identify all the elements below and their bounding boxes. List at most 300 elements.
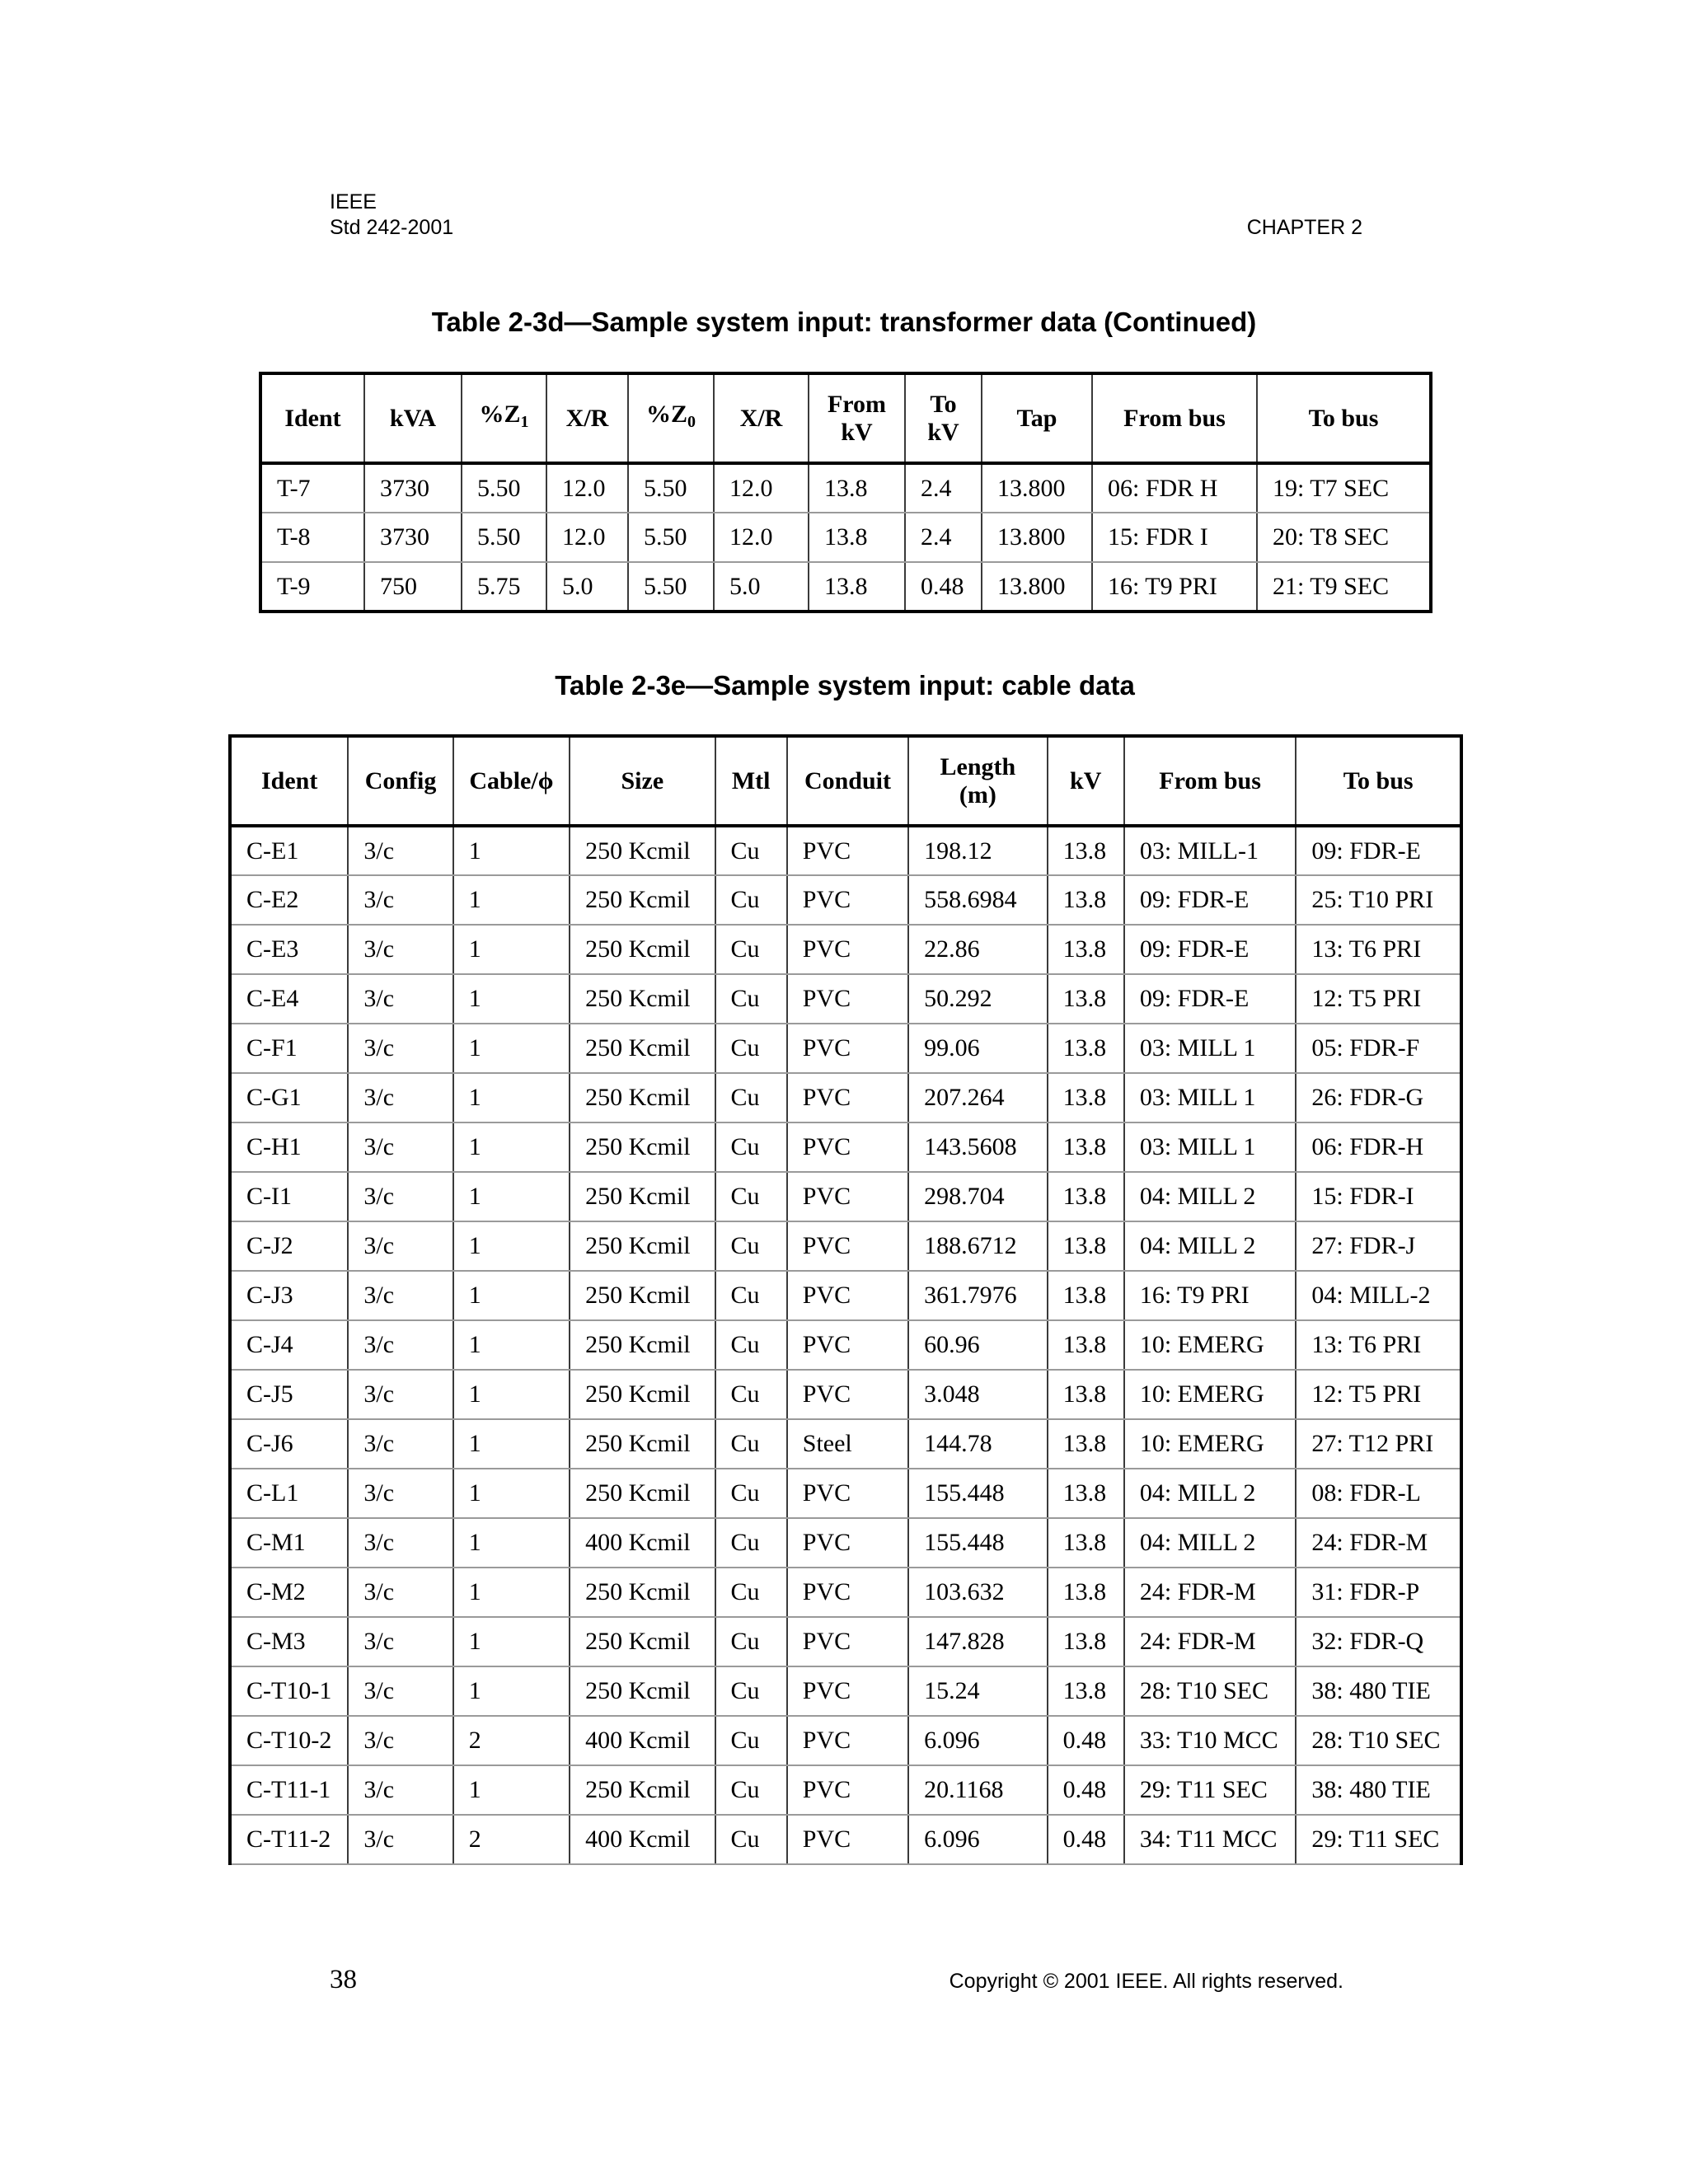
table-cell: 09: FDR-E [1296, 826, 1461, 875]
table-cell: 06: FDR-H [1296, 1122, 1461, 1172]
table-cell: 1 [453, 1271, 570, 1320]
table-cell: 3/c [348, 1024, 452, 1073]
table-cell: 250 Kcmil [570, 1419, 715, 1469]
table-cell: C-T11-2 [230, 1815, 348, 1864]
table-cell: 5.50 [628, 513, 714, 562]
table-cell: 08: FDR-L [1296, 1469, 1461, 1518]
table-row [230, 974, 1461, 1024]
table-cell: 1 [453, 875, 570, 925]
table-cell: 3/c [348, 875, 452, 925]
table-cell: 3/c [348, 1765, 452, 1815]
table-cell: 24: FDR-M [1296, 1518, 1461, 1568]
table-cell: 1 [453, 1469, 570, 1518]
table-cell: 04: MILL 2 [1124, 1172, 1296, 1221]
table-cell: 1 [453, 1568, 570, 1617]
table-cell: Cu [715, 1469, 787, 1518]
table-cell: 27: FDR-J [1296, 1221, 1461, 1271]
table-row [230, 1568, 1461, 1617]
table-cell: 250 Kcmil [570, 1073, 715, 1122]
table-cell: 13.8 [809, 513, 905, 562]
table-cell: C-J2 [230, 1221, 348, 1271]
table-cell: 20.1168 [908, 1765, 1047, 1815]
table-cell: PVC [787, 1617, 908, 1666]
table-cell: 1 [453, 1666, 570, 1716]
table-cell: C-G1 [230, 1073, 348, 1122]
table-cell: PVC [787, 826, 908, 875]
table-row [230, 1370, 1461, 1419]
table-cell: 5.0 [546, 562, 628, 612]
table-row [230, 1073, 1461, 1122]
table-cell: 12.0 [546, 513, 628, 562]
table-cell: 250 Kcmil [570, 974, 715, 1024]
cable-data-table [228, 734, 1463, 1865]
table-cell: 3/c [348, 1815, 452, 1864]
table-row [260, 463, 1431, 513]
table-cell: PVC [787, 1073, 908, 1122]
table-cell: PVC [787, 1024, 908, 1073]
table-cell: C-I1 [230, 1172, 348, 1221]
table-cell: C-M3 [230, 1617, 348, 1666]
table-cell: 3/c [348, 925, 452, 974]
table2-body [230, 826, 1461, 1864]
table-row [230, 1617, 1461, 1666]
table-cell: 3/c [348, 1320, 452, 1370]
table-cell: 1 [453, 925, 570, 974]
table-cell: C-J3 [230, 1271, 348, 1320]
table-cell: Steel [787, 1419, 908, 1469]
table2-col-length: Length (m) [908, 736, 1047, 826]
table-cell: 1 [453, 1073, 570, 1122]
table-cell: 13.8 [1048, 1122, 1124, 1172]
table-cell: C-J6 [230, 1419, 348, 1469]
table-cell: 22.86 [908, 925, 1047, 974]
table-cell: 28: T10 SEC [1124, 1666, 1296, 1716]
table-row [230, 1320, 1461, 1370]
table-row [260, 562, 1431, 612]
table-cell: 28: T10 SEC [1296, 1716, 1461, 1765]
table-cell: Cu [715, 826, 787, 875]
table-cell: 400 Kcmil [570, 1716, 715, 1765]
table-cell: 04: MILL 2 [1124, 1469, 1296, 1518]
table-cell: 04: MILL 2 [1124, 1221, 1296, 1271]
table-cell: 147.828 [908, 1617, 1047, 1666]
table-cell: 1 [453, 1617, 570, 1666]
table-cell: 3730 [364, 513, 462, 562]
table-cell: 1 [453, 1122, 570, 1172]
table-cell: 13.8 [1048, 875, 1124, 925]
table-cell: 400 Kcmil [570, 1815, 715, 1864]
table-cell: PVC [787, 925, 908, 974]
table-cell: 24: FDR-M [1124, 1617, 1296, 1666]
table-cell: 0.48 [1048, 1716, 1124, 1765]
table-cell: PVC [787, 1518, 908, 1568]
table-cell: 33: T10 MCC [1124, 1716, 1296, 1765]
table-cell: Cu [715, 1271, 787, 1320]
table-cell: Cu [715, 1419, 787, 1469]
table-cell: 13.8 [1048, 925, 1124, 974]
table-cell: 13.8 [809, 463, 905, 513]
table-cell: 3/c [348, 1221, 452, 1271]
table-cell: 3/c [348, 1073, 452, 1122]
table-cell: 5.50 [462, 463, 546, 513]
table-cell: 13.8 [1048, 974, 1124, 1024]
table-cell: C-T10-2 [230, 1716, 348, 1765]
table1-col-xr1: X/R [546, 373, 628, 463]
table-cell: 250 Kcmil [570, 1765, 715, 1815]
table-cell: 13.8 [1048, 1024, 1124, 1073]
table-cell: C-J5 [230, 1370, 348, 1419]
table-cell: 144.78 [908, 1419, 1047, 1469]
table-cell: 6.096 [908, 1815, 1047, 1864]
table-cell: Cu [715, 1172, 787, 1221]
table-cell: 250 Kcmil [570, 1221, 715, 1271]
table-cell: 04: MILL-2 [1296, 1271, 1461, 1320]
table1-col-xr0: X/R [714, 373, 809, 463]
table-cell: 25: T10 PRI [1296, 875, 1461, 925]
table-cell: 34: T11 MCC [1124, 1815, 1296, 1864]
copyright-notice: Copyright © 2001 IEEE. All rights reserved. [949, 1970, 1343, 1993]
table2-caption: Table 2-3e—Sample system input: cable data [555, 670, 1135, 701]
table-cell: 12.0 [546, 463, 628, 513]
table-cell: 13.800 [982, 463, 1092, 513]
table-cell: 0.48 [1048, 1765, 1124, 1815]
table1-col-to-kv: To kV [905, 373, 982, 463]
table-cell: Cu [715, 974, 787, 1024]
table-cell: 13: T6 PRI [1296, 925, 1461, 974]
table-cell: 3/c [348, 1122, 452, 1172]
table-cell: 250 Kcmil [570, 1122, 715, 1172]
table-cell: C-J4 [230, 1320, 348, 1370]
table-cell: 250 Kcmil [570, 875, 715, 925]
table-cell: 10: EMERG [1124, 1419, 1296, 1469]
table-cell: 250 Kcmil [570, 1666, 715, 1716]
table1-col-z1: $\%Z_1$ [462, 373, 546, 463]
table-cell: 558.6984 [908, 875, 1047, 925]
table-cell: 13.8 [1048, 1221, 1124, 1271]
table-cell: PVC [787, 1716, 908, 1765]
table-cell: 12.0 [714, 463, 809, 513]
table-cell: 1 [453, 1370, 570, 1419]
table-cell: 3/c [348, 1172, 452, 1221]
table-cell: 250 Kcmil [570, 925, 715, 974]
table-cell: 29: T11 SEC [1124, 1765, 1296, 1815]
table-cell: 13.8 [1048, 1469, 1124, 1518]
table-cell: 13.8 [1048, 1370, 1124, 1419]
table-cell: 155.448 [908, 1518, 1047, 1568]
table-cell: 103.632 [908, 1568, 1047, 1617]
table-cell: 09: FDR-E [1124, 925, 1296, 974]
table-cell: 13.8 [1048, 1568, 1124, 1617]
table2-col-size: Size [570, 736, 715, 826]
table-cell: PVC [787, 974, 908, 1024]
table-cell: 3/c [348, 1617, 452, 1666]
table-cell: 400 Kcmil [570, 1518, 715, 1568]
table-cell: 26: FDR-G [1296, 1073, 1461, 1122]
table2-col-config: Config [348, 736, 452, 826]
table-cell: PVC [787, 1568, 908, 1617]
table-cell: C-E1 [230, 826, 348, 875]
table-cell: 250 Kcmil [570, 826, 715, 875]
table-cell: 155.448 [908, 1469, 1047, 1518]
table-row [230, 1271, 1461, 1320]
table-row [230, 1815, 1461, 1864]
table-cell: 10: EMERG [1124, 1320, 1296, 1370]
table-cell: 250 Kcmil [570, 1617, 715, 1666]
table2-col-conduit: Conduit [787, 736, 908, 826]
table-row [230, 1024, 1461, 1073]
table-row [230, 1419, 1461, 1469]
header-std: Std 242-2001 [330, 216, 454, 239]
table-row [230, 1172, 1461, 1221]
table-cell: C-T10-1 [230, 1666, 348, 1716]
table-cell: 21: T9 SEC [1257, 562, 1431, 612]
table-row [230, 1716, 1461, 1765]
table-cell: 2.4 [905, 513, 982, 562]
table-cell: 6.096 [908, 1716, 1047, 1765]
table-cell: 12: T5 PRI [1296, 1370, 1461, 1419]
transformer-data-table [259, 372, 1432, 613]
table-cell: Cu [715, 925, 787, 974]
table1-col-kva: kVA [364, 373, 462, 463]
table1-caption: Table 2-3d—Sample system input: transformer data (Continued) [431, 307, 1257, 337]
table-cell: Cu [715, 1716, 787, 1765]
running-header-left [330, 190, 453, 241]
table-cell: 3/c [348, 1469, 452, 1518]
table-cell: C-E4 [230, 974, 348, 1024]
table-cell: 1 [453, 1765, 570, 1815]
table-cell: 2 [453, 1815, 570, 1864]
table-cell: 31: FDR-P [1296, 1568, 1461, 1617]
table-row [230, 1666, 1461, 1716]
table-cell: PVC [787, 1666, 908, 1716]
table-cell: 3/c [348, 826, 452, 875]
table-cell: Cu [715, 1666, 787, 1716]
table-cell: PVC [787, 1271, 908, 1320]
table-cell: 1 [453, 826, 570, 875]
table-cell: 13.8 [1048, 1320, 1124, 1370]
table-cell: 09: FDR-E [1124, 974, 1296, 1024]
table-row [230, 1122, 1461, 1172]
table-cell: 1 [453, 1024, 570, 1073]
table-cell: 03: MILL 1 [1124, 1073, 1296, 1122]
table-cell: 13.8 [1048, 826, 1124, 875]
table-cell: 12.0 [714, 513, 809, 562]
table-cell: 3/c [348, 1271, 452, 1320]
table-cell: 05: FDR-F [1296, 1024, 1461, 1073]
table-cell: Cu [715, 1221, 787, 1271]
table-cell: 3730 [364, 463, 462, 513]
table-cell: 2.4 [905, 463, 982, 513]
table-cell: 24: FDR-M [1124, 1568, 1296, 1617]
table-cell: 250 Kcmil [570, 1370, 715, 1419]
table-cell: 27: T12 PRI [1296, 1419, 1461, 1469]
table2-col-to-bus: To bus [1296, 736, 1461, 826]
table-cell: 1 [453, 1419, 570, 1469]
table1-col-to-bus: To bus [1257, 373, 1431, 463]
table-cell: PVC [787, 1469, 908, 1518]
table-cell: 03: MILL 1 [1124, 1122, 1296, 1172]
table-row [230, 1469, 1461, 1518]
table-cell: 32: FDR-Q [1296, 1617, 1461, 1666]
table1-col-ident: Ident [260, 373, 364, 463]
table-cell: Cu [715, 1024, 787, 1073]
table2-col-ident: Ident [230, 736, 348, 826]
table-cell: 250 Kcmil [570, 1469, 715, 1518]
table-row [260, 513, 1431, 562]
table1-col-from-bus: From bus [1092, 373, 1257, 463]
table-row [230, 1518, 1461, 1568]
table-cell: 13.8 [809, 562, 905, 612]
table-cell: 04: MILL 2 [1124, 1518, 1296, 1568]
table-cell: 188.6712 [908, 1221, 1047, 1271]
table1-col-z0: $\%Z_0$ [628, 373, 714, 463]
table-cell: 143.5608 [908, 1122, 1047, 1172]
table-row [230, 826, 1461, 875]
table-cell: 5.50 [628, 562, 714, 612]
table-row [230, 1765, 1461, 1815]
table-cell: 5.50 [628, 463, 714, 513]
table-cell: 19: T7 SEC [1257, 463, 1431, 513]
table-cell: 1 [453, 1172, 570, 1221]
table-cell: 250 Kcmil [570, 1320, 715, 1370]
table-cell: 3/c [348, 1370, 452, 1419]
table-cell: C-E3 [230, 925, 348, 974]
table-cell: 03: MILL-1 [1124, 826, 1296, 875]
table-cell: C-T11-1 [230, 1765, 348, 1815]
table-cell: 0.48 [1048, 1815, 1124, 1864]
table-cell: Cu [715, 875, 787, 925]
header-chapter: CHAPTER 2 [1246, 216, 1362, 239]
table-cell: 16: T9 PRI [1092, 562, 1257, 612]
table1-col-from-kv: From kV [809, 373, 905, 463]
table-cell: T-7 [260, 463, 364, 513]
table-cell: 99.06 [908, 1024, 1047, 1073]
table-cell: Cu [715, 1320, 787, 1370]
table-cell: PVC [787, 1370, 908, 1419]
table-cell: 16: T9 PRI [1124, 1271, 1296, 1320]
table-cell: Cu [715, 1568, 787, 1617]
table-cell: C-E2 [230, 875, 348, 925]
table-row [230, 1221, 1461, 1271]
table2-col-mtl: Mtl [715, 736, 787, 826]
table-cell: PVC [787, 1122, 908, 1172]
table-cell: PVC [787, 1815, 908, 1864]
table-cell: 0.48 [905, 562, 982, 612]
table2-col-from-bus: From bus [1124, 736, 1296, 826]
table-cell: 50.292 [908, 974, 1047, 1024]
table-cell: C-H1 [230, 1122, 348, 1172]
table-cell: 207.264 [908, 1073, 1047, 1122]
table-cell: 250 Kcmil [570, 1271, 715, 1320]
table-cell: 250 Kcmil [570, 1172, 715, 1221]
table-cell: 3/c [348, 1518, 452, 1568]
table-cell: PVC [787, 1172, 908, 1221]
table-cell: 13.800 [982, 513, 1092, 562]
table-cell: C-M1 [230, 1518, 348, 1568]
table-cell: 09: FDR-E [1124, 875, 1296, 925]
table-cell: 298.704 [908, 1172, 1047, 1221]
table-cell: 3/c [348, 1666, 452, 1716]
table-cell: 361.7976 [908, 1271, 1047, 1320]
table-cell: 20: T8 SEC [1257, 513, 1431, 562]
table-cell: 250 Kcmil [570, 1568, 715, 1617]
table-cell: 3/c [348, 1716, 452, 1765]
table-cell: 10: EMERG [1124, 1370, 1296, 1419]
table-cell: 13.8 [1048, 1271, 1124, 1320]
table-cell: Cu [715, 1765, 787, 1815]
table-cell: 03: MILL 1 [1124, 1024, 1296, 1073]
table-cell: 750 [364, 562, 462, 612]
table-cell: 13.8 [1048, 1518, 1124, 1568]
table-cell: Cu [715, 1617, 787, 1666]
table-cell: 13.800 [982, 562, 1092, 612]
table-cell: Cu [715, 1518, 787, 1568]
table-cell: T-9 [260, 562, 364, 612]
table-cell: PVC [787, 1320, 908, 1370]
table2-col-kv: kV [1048, 736, 1124, 826]
table1-header-row [260, 373, 1431, 463]
table-cell: 38: 480 TIE [1296, 1765, 1461, 1815]
table-cell: Cu [715, 1073, 787, 1122]
table1-col-tap: Tap [982, 373, 1092, 463]
table-cell: 06: FDR H [1092, 463, 1257, 513]
table-cell: 3/c [348, 1568, 452, 1617]
table-cell: 5.50 [462, 513, 546, 562]
table-cell: 13.8 [1048, 1419, 1124, 1469]
table-cell: 1 [453, 1221, 570, 1271]
table-cell: 15: FDR-I [1296, 1172, 1461, 1221]
table-cell: 15.24 [908, 1666, 1047, 1716]
table-cell: 2 [453, 1716, 570, 1765]
table-cell: 60.96 [908, 1320, 1047, 1370]
table-cell: 13.8 [1048, 1073, 1124, 1122]
table-cell: 12: T5 PRI [1296, 974, 1461, 1024]
table-cell: 3/c [348, 1419, 452, 1469]
table-cell: C-M2 [230, 1568, 348, 1617]
table-cell: Cu [715, 1370, 787, 1419]
page-number: 38 [330, 1965, 357, 1994]
table-cell: 250 Kcmil [570, 1024, 715, 1073]
table-cell: 5.75 [462, 562, 546, 612]
table-cell: C-L1 [230, 1469, 348, 1518]
table-cell: 29: T11 SEC [1296, 1815, 1461, 1864]
table-cell: Cu [715, 1122, 787, 1172]
table-cell: PVC [787, 875, 908, 925]
table-cell: 13: T6 PRI [1296, 1320, 1461, 1370]
table-row [230, 925, 1461, 974]
table-cell: 38: 480 TIE [1296, 1666, 1461, 1716]
table2-col-cable-phase: Cable/ϕ [453, 736, 570, 826]
table-cell: 13.8 [1048, 1617, 1124, 1666]
table-cell: 5.0 [714, 562, 809, 612]
table-cell: C-F1 [230, 1024, 348, 1073]
table1-body [260, 463, 1431, 612]
table-row [230, 875, 1461, 925]
table-cell: 13.8 [1048, 1172, 1124, 1221]
table-cell: Cu [715, 1815, 787, 1864]
table-cell: 3/c [348, 974, 452, 1024]
table-cell: PVC [787, 1221, 908, 1271]
table-cell: 15: FDR I [1092, 513, 1257, 562]
table-cell: 1 [453, 1320, 570, 1370]
table2-header-row [230, 736, 1461, 826]
table-cell: 1 [453, 1518, 570, 1568]
header-org: IEEE [330, 190, 377, 213]
table-cell: 13.8 [1048, 1666, 1124, 1716]
table-cell: T-8 [260, 513, 364, 562]
table-cell: 198.12 [908, 826, 1047, 875]
table-cell: PVC [787, 1765, 908, 1815]
